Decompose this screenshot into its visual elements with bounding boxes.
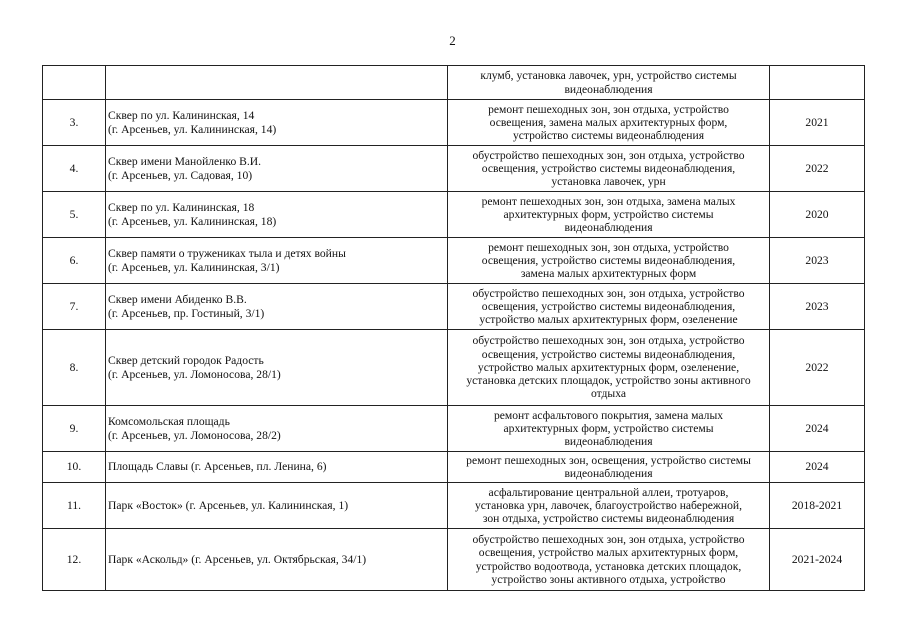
works-description-line: освещения, устройство системы видеонаблюдения, bbox=[481, 161, 736, 175]
works-description-cell bbox=[448, 284, 770, 330]
works-description-line: ремонт пешеходных зон, освещения, устройство системы bbox=[466, 453, 751, 467]
object-name-cell bbox=[106, 100, 448, 146]
object-name-cell bbox=[106, 238, 448, 284]
works-description-cell bbox=[448, 66, 770, 100]
year-cell: 2022 bbox=[770, 330, 865, 406]
works-description-line: архитектурных форм, устройство системы bbox=[503, 207, 714, 221]
works-description-line: видеонаблюдения bbox=[564, 221, 653, 235]
object-name-line: (г. Арсеньев, ул. Калининская, 3/1) bbox=[108, 260, 280, 274]
works-description-line: установка урн, лавочек, благоустройство набережной, bbox=[474, 498, 742, 512]
works-description-line: установка лавочек, урн bbox=[551, 175, 666, 189]
works-description-cell bbox=[448, 238, 770, 284]
works-description-line: видеонаблюдения bbox=[564, 435, 653, 449]
table-row bbox=[43, 406, 865, 452]
object-name-cell bbox=[106, 146, 448, 192]
table-row bbox=[43, 483, 865, 529]
row-number: 5. bbox=[43, 192, 106, 238]
works-description-line: устройство зоны активного отдыха, устройство bbox=[491, 572, 726, 586]
object-name-line: Парк «Аскольд» (г. Арсеньев, ул. Октябрьская, 34/1) bbox=[108, 552, 367, 566]
works-description-line: ремонт пешеходных зон, зон отдыха, замена малых bbox=[481, 194, 736, 208]
row-number: 9. bbox=[43, 406, 106, 452]
works-description-cell bbox=[448, 146, 770, 192]
works-description-line: устройство системы видеонаблюдения bbox=[512, 129, 705, 143]
table-row bbox=[43, 452, 865, 483]
row-number: 7. bbox=[43, 284, 106, 330]
works-description-line: обустройство пешеходных зон, зон отдыха, устройство bbox=[472, 148, 745, 162]
object-name-line: (г. Арсеньев, ул. Ломоносова, 28/1) bbox=[108, 367, 281, 381]
table-row bbox=[43, 529, 865, 591]
object-name-line: Парк «Восток» (г. Арсеньев, ул. Калининская, 1) bbox=[108, 498, 349, 512]
works-description-line: устройство водоотвода, установка детских площадок, bbox=[475, 559, 742, 573]
year-cell: 2020 bbox=[770, 192, 865, 238]
object-name-cell bbox=[106, 452, 448, 483]
works-description-line: освещения, замена малых архитектурных форм, bbox=[489, 115, 728, 129]
works-description-line: ремонт асфальтового покрытия, замена малых bbox=[493, 408, 724, 422]
table-row bbox=[43, 192, 865, 238]
year-cell: 2024 bbox=[770, 406, 865, 452]
object-name-line: Сквер памяти о тружениках тыла и детях войны bbox=[108, 247, 346, 261]
object-name-cell bbox=[106, 529, 448, 591]
row-number: 10. bbox=[43, 452, 106, 483]
row-number bbox=[43, 66, 106, 100]
works-description-line: устройство малых архитектурных форм, озеленение bbox=[479, 313, 738, 327]
year-cell: 2023 bbox=[770, 284, 865, 330]
object-name-cell bbox=[106, 192, 448, 238]
object-name-cell bbox=[106, 66, 448, 100]
object-name-line: (г. Арсеньев, пр. Гостиный, 3/1) bbox=[108, 306, 265, 320]
object-name-cell bbox=[106, 284, 448, 330]
year-cell: 2018-2021 bbox=[770, 483, 865, 529]
works-description-line: освещения, устройство системы видеонаблюдения, bbox=[481, 299, 736, 313]
works-description-line: клумб, установка лавочек, урн, устройство системы bbox=[480, 69, 737, 83]
object-name-line: Сквер детский городок Радость bbox=[108, 354, 264, 368]
object-name-line: Сквер имени Абиденко В.В. bbox=[108, 293, 247, 307]
row-number: 4. bbox=[43, 146, 106, 192]
row-number: 12. bbox=[43, 529, 106, 591]
improvement-objects-table bbox=[42, 65, 865, 591]
row-number: 11. bbox=[43, 483, 106, 529]
works-description-cell bbox=[448, 483, 770, 529]
works-description-line: устройство малых архитектурных форм, озеленение, bbox=[477, 360, 740, 374]
row-number: 3. bbox=[43, 100, 106, 146]
object-name-cell bbox=[106, 406, 448, 452]
works-description-cell bbox=[448, 100, 770, 146]
works-description-line: установка детских площадок, устройство зоны активного bbox=[466, 374, 751, 388]
object-name-line: Сквер по ул. Калининская, 18 bbox=[108, 201, 255, 215]
table-row bbox=[43, 284, 865, 330]
object-name-line: Комсомольская площадь bbox=[108, 415, 230, 429]
object-name-line: Сквер по ул. Калининская, 14 bbox=[108, 109, 255, 123]
table-row bbox=[43, 66, 865, 100]
works-description-line: обустройство пешеходных зон, зон отдыха, устройство bbox=[472, 334, 745, 348]
object-name-cell bbox=[106, 330, 448, 406]
works-description-line: отдыха bbox=[590, 387, 627, 401]
object-name-line: (г. Арсеньев, ул. Ломоносова, 28/2) bbox=[108, 428, 281, 442]
works-description-cell bbox=[448, 330, 770, 406]
works-description-line: ремонт пешеходных зон, зон отдыха, устройство bbox=[488, 240, 729, 254]
works-description-cell bbox=[448, 452, 770, 483]
year-cell: 2022 bbox=[770, 146, 865, 192]
page-number: 2 bbox=[449, 33, 456, 48]
works-description-line: зон отдыха, устройство системы видеонаблюдения bbox=[482, 512, 735, 526]
object-name-cell bbox=[106, 483, 448, 529]
works-description-cell bbox=[448, 406, 770, 452]
works-description-line: освещения, устройство системы видеонаблюдения, bbox=[481, 253, 736, 267]
object-name-line: (г. Арсеньев, ул. Калининская, 18) bbox=[108, 214, 277, 228]
object-name-line: Сквер имени Манойленко В.И. bbox=[108, 155, 262, 169]
works-description-line: обустройство пешеходных зон, зон отдыха, устройство bbox=[472, 532, 745, 546]
table-row bbox=[43, 238, 865, 284]
year-cell: 2024 bbox=[770, 452, 865, 483]
works-description-cell bbox=[448, 529, 770, 591]
table-body bbox=[43, 66, 865, 591]
table-row bbox=[43, 100, 865, 146]
works-description-cell bbox=[448, 192, 770, 238]
works-description-line: освещения, устройство системы видеонаблюдения, bbox=[481, 347, 736, 361]
works-description-line: архитектурных форм, устройство системы bbox=[503, 421, 714, 435]
works-description-line: ремонт пешеходных зон, зон отдыха, устройство bbox=[488, 102, 729, 116]
works-description-line: видеонаблюдения bbox=[564, 82, 653, 96]
row-number: 6. bbox=[43, 238, 106, 284]
year-cell: 2021 bbox=[770, 100, 865, 146]
works-description-line: освещения, устройство малых архитектурных форм, bbox=[478, 546, 739, 560]
year-cell bbox=[770, 66, 865, 100]
year-cell: 2021-2024 bbox=[770, 529, 865, 591]
works-description-line: видеонаблюдения bbox=[564, 467, 653, 480]
works-description-line: обустройство пешеходных зон, зон отдыха, устройство bbox=[472, 286, 745, 300]
works-description-line: замена малых архитектурных форм bbox=[520, 267, 697, 281]
works-description-line: асфальтирование центральной аллеи, тротуаров, bbox=[488, 485, 729, 499]
object-name-line: (г. Арсеньев, ул. Садовая, 10) bbox=[108, 168, 253, 182]
year-cell: 2023 bbox=[770, 238, 865, 284]
table-row bbox=[43, 146, 865, 192]
object-name-line: (г. Арсеньев, ул. Калининская, 14) bbox=[108, 122, 277, 136]
row-number: 8. bbox=[43, 330, 106, 406]
table-row bbox=[43, 330, 865, 406]
object-name-line: Площадь Славы (г. Арсеньев, пл. Ленина, 6) bbox=[108, 460, 327, 474]
